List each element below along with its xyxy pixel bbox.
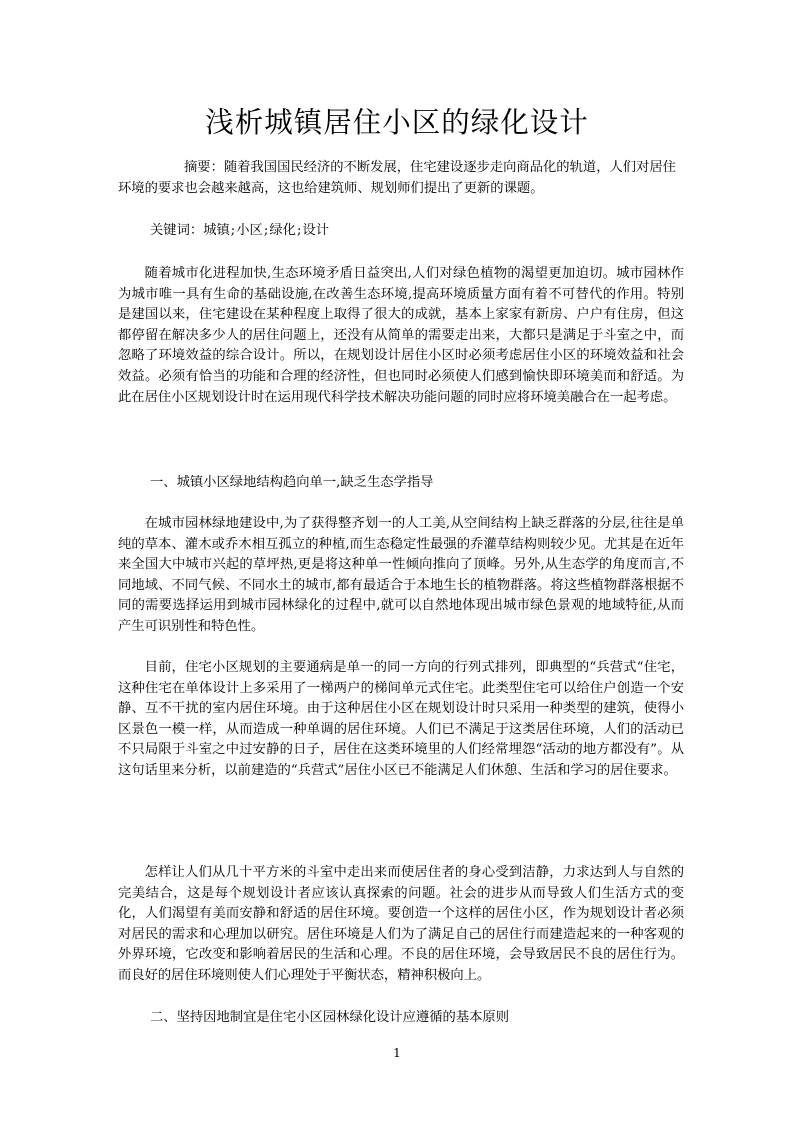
keywords — [150, 221, 329, 241]
body-paragraph: 目前，住宅小区规划的主要通病是单一的同一方向的行列式排列，即典型的“兵营式“住宅，这种住宅在单体设计上多采用了一梯两户的梯间单元式住宅。此类型住宅可以给住户创造一个安静、互不干扰的室内居住环境。由于这种居住小区在规划设计时只采用一种类型的建筑，使得小区景色一模一样，从而造成一种单调的居住环境。人们已不满足于这类居住环境，人们的活动已不只局限于斗室之中过安静的日子，居住在这类环境里的人们经常埋怨“活动的地方都没有”。从这句话里来分析，以前建造的“兵营式”居住小区已不能满足人们休憩、生活和学习的居住要求。 — [118, 660, 684, 778]
page-number: 1 — [393, 1046, 401, 1060]
keyword-separator: ; — [230, 223, 236, 238]
keyword: 设计 — [302, 223, 330, 238]
keyword: 城镇 — [203, 223, 230, 238]
abstract-label: 摘要： — [184, 160, 224, 175]
keyword-separator: ; — [296, 223, 302, 238]
abstract-text: 随着我国国民经济的不断发展，住宅建设逐步走向商品化的轨道，人们对居住环境的要求也会越来越高，这也给建筑师、规划师们提出了更新的课题。 — [118, 160, 676, 196]
document-title: 浅析城镇居住小区的绿化设计 — [205, 106, 589, 139]
section-heading: 二、坚持因地制宜是住宅小区园林绿化设计应遵循的基本原则 — [150, 1010, 510, 1025]
body-paragraph: 在城市园林绿地建设中,为了获得整齐划一的人工美,从空间结构上缺乏群落的分层,往往是单纯的草本、灌木或乔木相互孤立的种植,而生态稳定性最强的乔灌草结构则较少见。尤其是在近年来全国大中城市兴起的草坪热,更是将这种单一性倾向推向了顶峰。另外,从生态学的角度而言,不同地域、不同气候、不同水土的城市,都有最适合于本地生长的植物群落。将这些植物群落根据不同的需要选择运用到城市园林绿化的过程中,就可以自然地体现出城市绿色景观的地域特征,从而产生可识别性和特色性。 — [118, 516, 684, 634]
abstract — [118, 158, 684, 199]
keyword: 小区 — [236, 223, 263, 238]
keywords-label: 关键词： — [150, 223, 204, 238]
section-heading: 一、城镇小区绿地结构趋向单一,缺乏生态学指导 — [150, 475, 434, 490]
keyword: 绿化 — [269, 223, 296, 238]
keyword-separator: ; — [263, 223, 269, 238]
body-paragraph: 随着城市化进程加快,生态环境矛盾日益突出,人们对绿色植物的渴望更加迫切。城市园林作为城市唯一具有生命的基础设施,在改善生态环境,提高环境质量方面有着不可替代的作用。特别是建国以来，住宅建设在某种程度上取得了很大的成就，基本上家家有新房、户户有住房，但这都停留在解决多少人的居住问题上，还没有从简单的需要走出来，大都只是满足于斗室之中，而忽略了环境效益的综合设计。所以，在规划设计居住小区时必须考虑居住小区的环境效益和社会效益。必须有恰当的功能和合理的经济性，但也同时必须使人们感到愉快即环境美而和舒适。为此在居住小区规划设计时在运用现代科学技术解决功能问题的同时应将环境美融合在一起考虑。 — [118, 266, 684, 405]
body-paragraph: 怎样让人们从几十平方米的斗室中走出来而使居住者的身心受到洁静，力求达到人与自然的完美结合，这是每个规划设计者应该认真探索的问题。社会的进步从而导致人们生活方式的变化，人们渴望有美而安静和舒适的居住环境。要创造一个这样的居住小区，作为规划设计者必须对居民的需求和心理加以研究。居住环境是人们为了满足自己的居住行而建造起来的一种客观的外界环境，它改变和影响着居民的生活和心理。不良的居住环境，会导致居民不良的居住行为。而良好的居住环境则使人们心理处于平衡状态，精神积极向上。 — [118, 865, 684, 983]
